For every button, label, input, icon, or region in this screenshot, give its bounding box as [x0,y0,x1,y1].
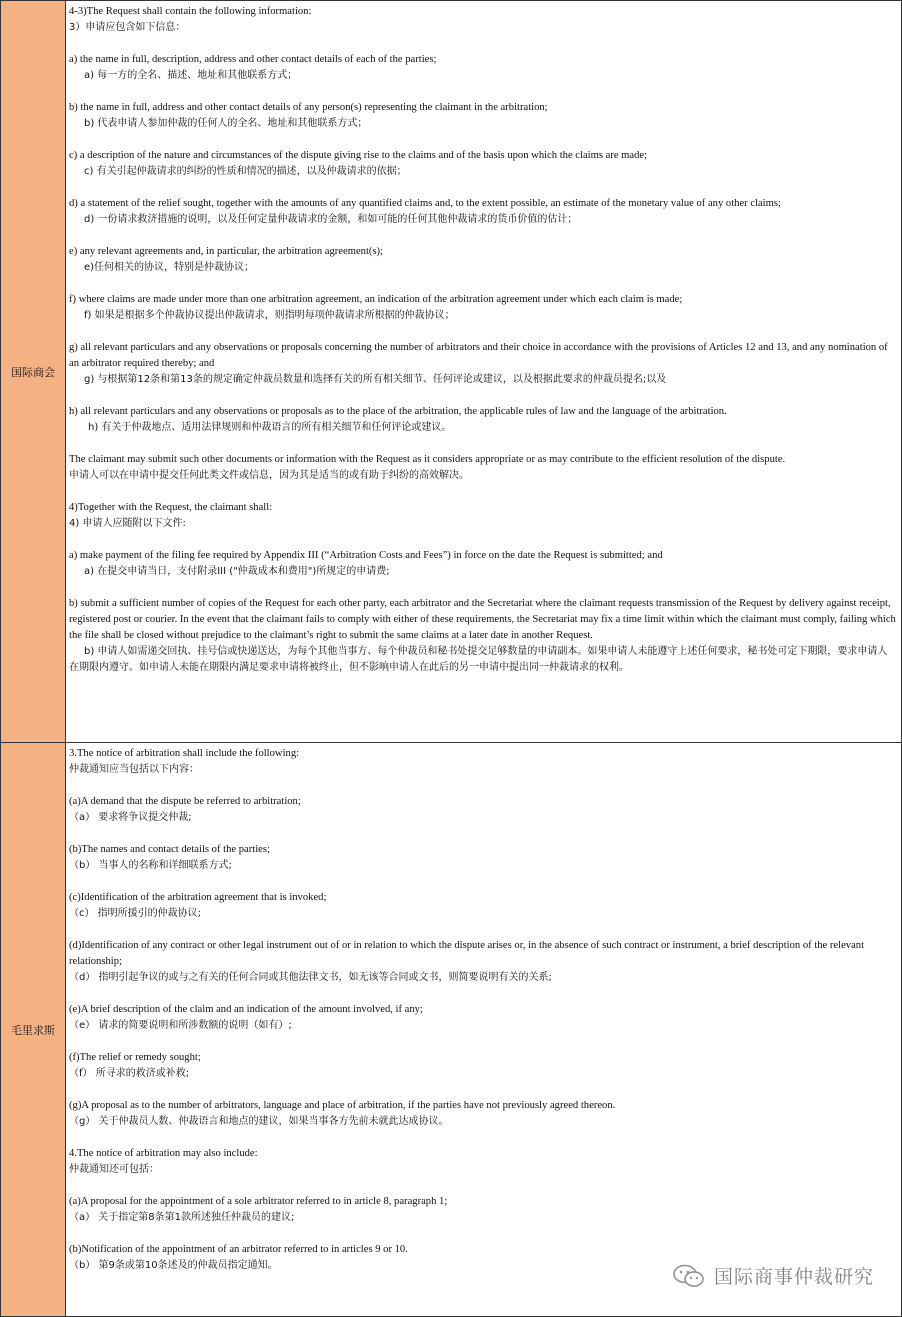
blank-line [69,826,897,842]
blank-line [69,276,897,292]
row-label: 毛里求斯 [11,1023,55,1037]
text-line: （a） 关于指定第8条第1款所述独任仲裁员的建议; [69,1212,295,1223]
blank-line [69,580,897,596]
watermark-text: 国际商事仲裁研究 [713,1266,874,1288]
text-line: d) 一份请求救济措施的说明，以及任何定量仲裁请求的金额，和如可能的任何其他仲裁请求的货币价值的估计； [84,214,578,225]
text-line: 4-3)The Request shall contain the following information: [69,6,312,17]
blank-line [69,1130,897,1146]
row-content-cell [67,1,901,742]
blank-line [69,388,897,404]
text-line: (d)Identification of any contract or other legal instrument out of or in relation to which the dispute arises or, in the absence of such contract or instrument, a brief description of the relevant relationship; [69,940,865,967]
text-line: （b） 当事人的名称和详细联系方式; [69,860,232,871]
text-line: (f)The relief or remedy sought; [69,1052,201,1063]
text-line: （b） 第9条或第10条述及的仲裁员指定通知。 [69,1260,278,1271]
blank-line [69,986,897,1002]
blank-line [69,132,897,148]
text-line: 仲裁通知应当包括以下内容： [69,764,199,775]
text-line: 3.The notice of arbitration shall include the following: [69,748,300,759]
text-line: a) 每一方的全名、描述、地址和其他联系方式； [84,70,298,81]
table-row-mauritius [1,743,901,1316]
text-line: （g） 关于仲裁员人数、仲裁语言和地点的建议，如果当事各方先前未就此达成协议。 [69,1116,449,1127]
blank-line [69,532,897,548]
wechat-icon [672,1264,706,1288]
text-line: b) submit a sufficient number of copies of the Request for each other party, each arbitrator and the Secretariat where the claimant requests transmission of the Request by delivery against receipt, registered post or courier. In the event that the claimant fails to comply with either of these requirements, the Secretariat may fix a time limit within which the claimant must comply, failing which the file shall be closed without prejudice to the claimant’s right to submit the same claims at a later date in another Request. [69,598,896,641]
blank-line [69,84,897,100]
text-line: 申请人可以在申请中提交任何此类文件或信息，因为其是适当的或有助于纠纷的高效解决。 [69,470,469,481]
text-line: (e)A brief description of the claim and an indication of the amount involved, if any; [69,1004,423,1015]
blank-line [69,1178,897,1194]
blank-line [69,778,897,794]
text-line: g) all relevant particulars and any observations or proposals concerning the number of arbitrators and their choice in accordance with the provisions of Articles 12 and 13, and any nomination of an arbitrator required thereby; and [69,342,888,369]
blank-line [69,922,897,938]
text-line: e)任何相关的协议，特别是仲裁协议； [84,262,255,273]
blank-line [69,324,897,340]
text-line: h) 有关于仲裁地点、适用法律规则和仲裁语言的所有相关细节和任何评论或建议。 [88,422,452,433]
text-line: a) the name in full, description, address and other contact details of each of the parties; [69,54,437,65]
blank-line [69,36,897,52]
text-line: 仲裁通知还可包括： [69,1164,159,1175]
text-line: （c） 指明所援引的仲裁协议; [69,908,202,919]
text-line: e) any relevant agreements and, in particular, the arbitration agreement(s); [69,246,384,257]
text-line: a) 在提交申请当日，支付附录III ("仲裁成本和费用")所规定的申请费; [84,566,390,577]
blank-line [69,484,897,500]
text-line: 4.The notice of arbitration may also include: [69,1148,258,1159]
blank-line [69,436,897,452]
row-label: 国际商会 [11,365,55,379]
text-line: c) 有关引起仲裁请求的纠纷的性质和情况的描述，以及仲裁请求的依据； [84,166,407,177]
text-line: d) a statement of the relief sought, together with the amounts of any quantified claims and, to the extent possible, an estimate of the monetary value of any other claims; [69,198,781,209]
watermark [672,1262,874,1289]
text-line: （d） 指明引起争议的或与之有关的任何合同或其他法律文书，如无该等合同或文书，则简要说明有关的关系; [69,972,552,983]
text-line: b) the name in full, address and other contact details of any person(s) representing the claimant in the arbitration; [69,102,548,113]
text-line: （e） 请求的简要说明和所涉数额的说明（如有）; [69,1020,292,1031]
text-line: f) where claims are made under more than one arbitration agreement, an indication of the arbitration agreement under which each claim is made; [69,294,683,305]
text-line: (g)A proposal as to the number of arbitrators, language and place of arbitration, if the parties have not previously agreed thereon. [69,1100,616,1111]
text-line: 4) 申请人应随附以下文件: [69,518,186,529]
text-line: The claimant may submit such other documents or information with the Request as it considers appropriate or as may contribute to the efficient resolution of the dispute. [69,454,786,465]
text-line: (a)A proposal for the appointment of a sole arbitrator referred to in article 8, paragraph 1; [69,1196,448,1207]
blank-line [69,1082,897,1098]
blank-line [69,874,897,890]
blank-line [69,1034,897,1050]
text-line: （f） 所寻求的救济或补救; [69,1068,190,1079]
row-label-cell [1,1,66,742]
text-line: (c)Identification of the arbitration agreement that is invoked; [69,892,327,903]
text-line: h) all relevant particulars and any observations or proposals as to the place of the arbitration, the applicable rules of law and the language of the arbitration. [69,406,727,417]
text-line: f) 如果是根据多个仲裁协议提出仲裁请求，则指明每项仲裁请求所根据的仲裁协议； [84,310,455,321]
text-line: 4)Together with the Request, the claimant shall: [69,502,273,513]
row-label-cell [1,743,66,1316]
text-line: c) a description of the nature and circumstances of the dispute giving rise to the claims and of the basis upon which the claims are made; [69,150,648,161]
text-line: (b)Notification of the appointment of an arbitrator referred to in articles 9 or 10. [69,1244,408,1255]
text-line: g) 与根据第12条和第13条的规定确定仲裁员数量和选择有关的所有相关细节、任何评论或建议，以及根据此要求的仲裁员提名;以及 [84,374,667,385]
text-line: 3）申请应包含如下信息： [69,22,186,33]
text-line: （a） 要求将争议提交仲裁; [69,812,192,823]
row-content-cell [67,743,901,1316]
text-line: b) 申请人如需递交回执、挂号信或快递送达，为每个其他当事方、每个仲裁员和秘书处提交足够数量的申请副本。如果申请人未能遵守上述任何要求，秘书处可定下期限，要求申请人在期限内遵守。如申请人未能在期限内满足要求申请将被终止，但不影响申请人在此后的另一申请中提出同一仲裁请求的权利。 [69,646,888,673]
text-line: b) 代表申请人参加仲裁的任何人的全名、地址和其他联系方式； [84,118,368,129]
blank-line [69,180,897,196]
blank-line [69,228,897,244]
table-row-icc [1,1,901,743]
text-line: a) make payment of the filing fee required by Appendix III (“Arbitration Costs and Fees”) in force on the date the Request is submitted; and [69,550,663,561]
text-line: (b)The names and contact details of the parties; [69,844,270,855]
text-line: (a)A demand that the dispute be referred to arbitration; [69,796,301,807]
blank-line [69,1226,897,1242]
